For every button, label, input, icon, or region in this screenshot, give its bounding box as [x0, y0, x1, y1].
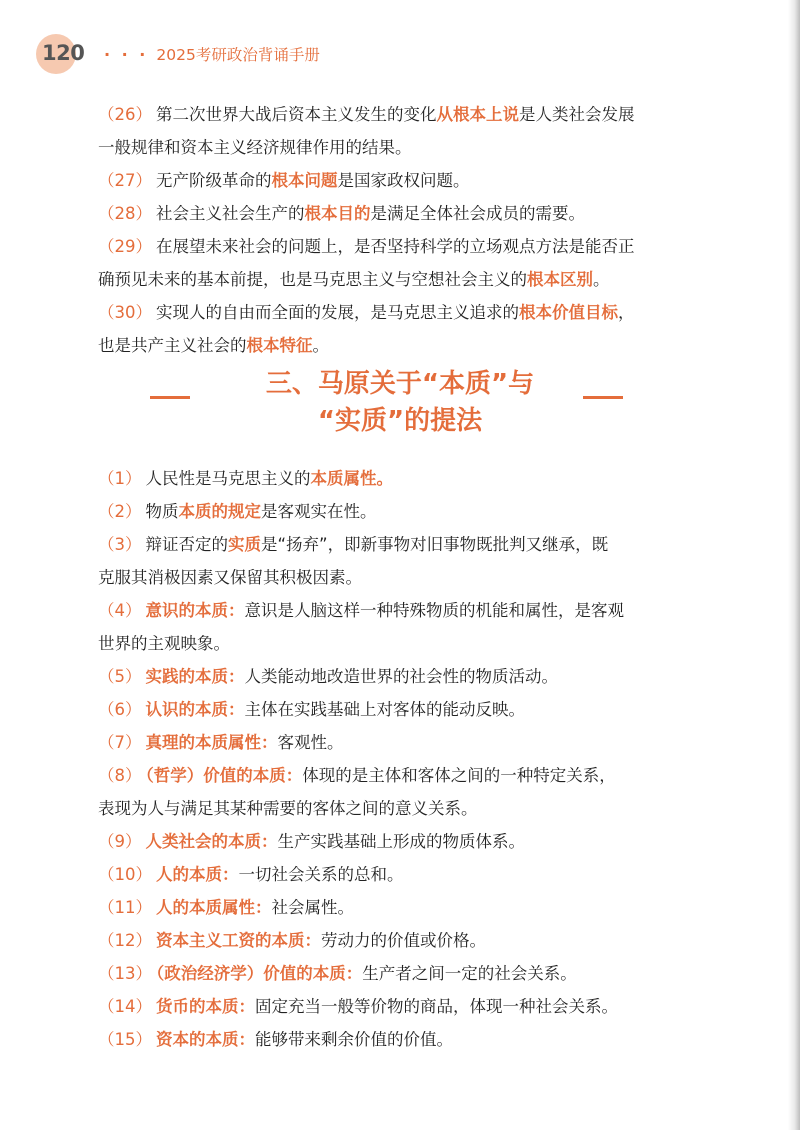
section-title-line2: “实质”的提法	[317, 406, 483, 436]
item-line	[98, 164, 702, 197]
item-number: （8）	[98, 766, 142, 785]
item-number: （27）	[98, 171, 152, 190]
item-number: （30）	[98, 303, 152, 322]
item-line	[98, 263, 702, 296]
highlight-text: 根本特征	[246, 336, 313, 355]
item-text: 是客观实在性。	[261, 502, 377, 521]
item-line	[98, 693, 702, 726]
item-text: 。	[593, 270, 610, 289]
item-text: 确预见未来的基本前提，也是马克思主义与空想社会主义的	[98, 270, 527, 289]
item-number: （15）	[98, 1030, 152, 1049]
item-line	[98, 230, 702, 263]
list-item	[98, 164, 702, 197]
highlight-text: 本质属性。	[310, 469, 393, 488]
item-text: 在展望未来社会的问题上，是否坚持科学的立场观点方法是能否正	[156, 237, 635, 256]
item-text: 生产者之间一定的社会关系。	[362, 964, 577, 983]
highlight-text: 认识的本质：	[145, 700, 245, 719]
item-text: 是国家政权问题。	[337, 171, 470, 190]
item-number: （5）	[98, 667, 142, 686]
highlight-text: 真理的本质属性：	[145, 733, 278, 752]
highlight-text: 实践的本质：	[145, 667, 245, 686]
list-item	[98, 825, 702, 858]
item-line	[98, 792, 702, 825]
item-text: 物质	[145, 502, 179, 521]
item-line	[98, 528, 702, 561]
item-text: 社会主义社会生产的	[156, 204, 305, 223]
highlight-text: 资本的本质：	[156, 1030, 255, 1049]
item-text: 生产实践基础上形成的物质体系。	[277, 832, 525, 851]
header-dots: · · ·	[104, 44, 149, 64]
highlight-text: 货币的本质：	[156, 997, 255, 1016]
list-item	[98, 1023, 702, 1056]
item-text: 克服其消极因素又保留其积极因素。	[98, 568, 362, 587]
list-item	[98, 296, 702, 362]
list-item	[98, 957, 702, 990]
item-text: 。	[312, 336, 329, 355]
item-number: （10）	[98, 865, 152, 884]
item-line	[98, 561, 702, 594]
item-text: 社会属性。	[271, 898, 354, 917]
section-one-list	[98, 98, 702, 362]
list-item	[98, 528, 702, 594]
item-text: 是满足全体社会成员的需要。	[370, 204, 585, 223]
item-line	[98, 825, 702, 858]
section-two-list	[98, 462, 702, 1056]
page-header	[36, 34, 320, 74]
item-text: 是人类社会发展	[519, 105, 635, 124]
list-item	[98, 693, 702, 726]
list-item	[98, 990, 702, 1023]
item-number: （2）	[98, 502, 142, 521]
item-text: 固定充当一般等价物的商品，体现一种社会关系。	[255, 997, 618, 1016]
item-text: 是“扬弃”，即新事物对旧事物既批判又继承，既	[261, 535, 609, 554]
item-line	[98, 495, 702, 528]
item-text: ，	[618, 303, 635, 322]
item-line	[98, 957, 702, 990]
item-line	[98, 1023, 702, 1056]
list-item	[98, 594, 702, 660]
item-line	[98, 924, 702, 957]
page-edge	[788, 0, 800, 1130]
item-number: （13）	[98, 964, 152, 983]
item-text: 世界的主观映象。	[98, 634, 230, 653]
item-line	[98, 296, 702, 329]
highlight-text: 从根本上说	[436, 105, 519, 124]
highlight-text: 人的本质属性：	[156, 898, 272, 917]
item-text: 表现为人与满足其某种需要的客体之间的意义关系。	[98, 799, 478, 818]
list-item	[98, 759, 702, 825]
list-item	[98, 98, 702, 164]
item-number: （1）	[98, 469, 142, 488]
item-line	[98, 329, 702, 362]
section-title	[0, 366, 800, 440]
item-line	[98, 627, 702, 660]
book-title: 2025考研政治背诵手册	[156, 46, 320, 64]
item-number: （29）	[98, 237, 152, 256]
item-line	[98, 462, 702, 495]
highlight-text: 资本主义工资的本质：	[156, 931, 321, 950]
item-number: （11）	[98, 898, 152, 917]
item-text: 劳动力的价值或价格。	[321, 931, 486, 950]
item-text: 意识是人脑这样一种特殊物质的机能和属性，是客观	[244, 601, 624, 620]
item-number: （12）	[98, 931, 152, 950]
item-text: 能够带来剩余价值的价值。	[255, 1030, 453, 1049]
highlight-text: 根本问题	[271, 171, 338, 190]
highlight-text: 意识的本质：	[145, 601, 245, 620]
item-number: （7）	[98, 733, 142, 752]
list-item	[98, 462, 702, 495]
item-line	[98, 660, 702, 693]
item-number: （6）	[98, 700, 142, 719]
highlight-text: 本质的规定	[178, 502, 261, 521]
item-line	[98, 990, 702, 1023]
item-number: （9）	[98, 832, 142, 851]
item-line	[98, 131, 702, 164]
item-number: （14）	[98, 997, 152, 1016]
item-line	[98, 197, 702, 230]
item-text: 第二次世界大战后资本主义发生的变化	[156, 105, 437, 124]
highlight-text: 实质	[228, 535, 261, 554]
item-line	[98, 594, 702, 627]
item-text: 无产阶级革命的	[156, 171, 272, 190]
page-number: 120	[42, 41, 85, 65]
item-text: 主体在实践基础上对客体的能动反映。	[244, 700, 525, 719]
highlight-text: 根本价值目标	[519, 303, 618, 322]
item-text: 体现的是主体和客体之间的一种特定关系，	[302, 766, 616, 785]
highlight-text: 人类社会的本质：	[145, 832, 278, 851]
item-number: （3）	[98, 535, 142, 554]
list-item	[98, 230, 702, 296]
page-number-badge	[36, 34, 85, 74]
section-title-line1: 三、马原关于“本质”与	[265, 369, 535, 399]
item-line	[98, 98, 702, 131]
item-text: 实现人的自由而全面的发展，是马克思主义追求的	[156, 303, 519, 322]
item-number: （4）	[98, 601, 142, 620]
list-item	[98, 660, 702, 693]
list-item	[98, 858, 702, 891]
highlight-text: 根本目的	[304, 204, 371, 223]
highlight-text: （哲学）价值的本质：	[145, 766, 303, 785]
item-text: 一切社会关系的总和。	[238, 865, 404, 884]
list-item	[98, 924, 702, 957]
item-line	[98, 726, 702, 759]
item-text: 人类能动地改造世界的社会性的物质活动。	[244, 667, 558, 686]
item-line	[98, 759, 702, 792]
list-item	[98, 495, 702, 528]
item-text: 也是共产主义社会的	[98, 336, 247, 355]
highlight-text: （政治经济学）价值的本质：	[156, 964, 363, 983]
list-item	[98, 891, 702, 924]
highlight-text: 根本区别	[527, 270, 593, 289]
item-text: 辩证否定的	[145, 535, 228, 554]
highlight-text: 人的本质：	[156, 865, 239, 884]
item-number: （26）	[98, 105, 152, 124]
item-text: 客观性。	[277, 733, 344, 752]
list-item	[98, 726, 702, 759]
item-line	[98, 891, 702, 924]
item-line	[98, 858, 702, 891]
item-number: （28）	[98, 204, 152, 223]
list-item	[98, 197, 702, 230]
item-text: 人民性是马克思主义的	[145, 469, 311, 488]
item-text: 一般规律和资本主义经济规律作用的结果。	[98, 138, 412, 157]
